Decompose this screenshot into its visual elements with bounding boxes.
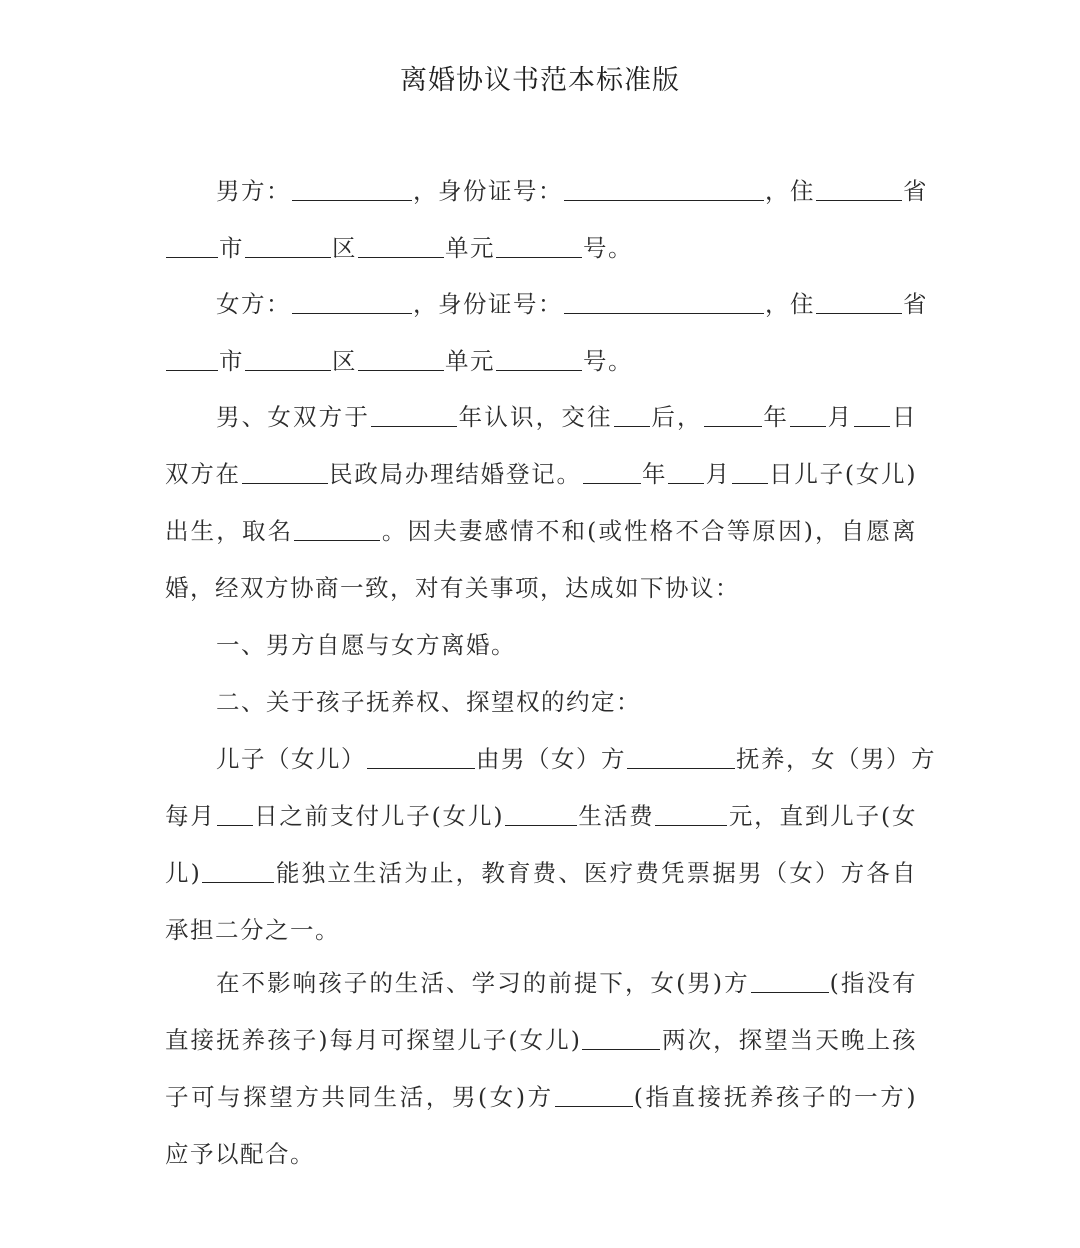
text: 儿子（女儿） — [216, 745, 366, 773]
visiting-parent-blank — [751, 970, 829, 993]
district-label: 区 — [332, 234, 357, 262]
civil-affairs-bureau-blank — [242, 461, 328, 484]
male-id-blank — [564, 178, 764, 201]
male-label: 男方： — [216, 177, 291, 205]
text: 日 — [891, 403, 918, 431]
text: 在不影响孩子的生活、学习的前提下，女(男)方 — [216, 969, 750, 997]
male-party-line-2 — [165, 220, 917, 277]
text: 月 — [827, 403, 854, 431]
district-label: 区 — [332, 347, 357, 375]
child-independence-blank — [202, 860, 274, 883]
male-party-paragraph — [165, 163, 928, 277]
text: 双方在 — [165, 460, 241, 488]
id-number-label: ，身份证号： — [413, 177, 563, 205]
background-line-1 — [165, 389, 917, 446]
text: 两次，探望当天晚上孩 — [661, 1026, 918, 1054]
text — [165, 617, 917, 674]
text: 每月 — [165, 802, 216, 830]
text: 子可与探望方共同生活，男(女)方 — [165, 1083, 554, 1111]
custody-line-3 — [165, 845, 917, 902]
female-district-blank — [245, 348, 331, 371]
clause-two-heading — [165, 674, 917, 731]
text: 后， — [650, 403, 703, 431]
city-label: 市 — [219, 234, 244, 262]
marriage-year-blank — [704, 404, 762, 427]
text: 二、关于孩子抚养权、探望权的约定： — [216, 688, 641, 716]
address-label: ，住 — [765, 177, 815, 205]
female-city-blank — [166, 348, 218, 371]
text: (指没有 — [829, 969, 918, 997]
background-line-4 — [165, 560, 917, 617]
number-label: 号。 — [583, 234, 633, 262]
text: 直接抚养孩子)每月可探望儿子(女儿) — [165, 1026, 582, 1054]
text: 元，直到儿子(女 — [728, 802, 917, 830]
visitation-paragraph — [165, 955, 917, 1183]
marriage-month-blank — [790, 404, 826, 427]
text: 能独立生活为止，教育费、医疗费凭票据男（女）方各自 — [275, 859, 918, 887]
child-birth-month-blank — [668, 461, 704, 484]
text: 出生，取名 — [165, 517, 294, 545]
custody-line-4 — [165, 902, 917, 959]
text: 日之前支付儿子(女儿) — [253, 802, 505, 830]
id-number-label: ，身份证号： — [413, 290, 563, 318]
background-line-3 — [165, 503, 917, 560]
male-province-blank — [816, 178, 902, 201]
child-custody-blank — [367, 746, 475, 769]
text: 。因夫妻感情不和(或性格不合等原因)，自愿离 — [381, 517, 918, 545]
male-number-blank — [496, 235, 582, 258]
province-label: 省 — [903, 290, 928, 318]
visitation-line-1 — [165, 955, 917, 1012]
city-label: 市 — [219, 347, 244, 375]
text: 生活费 — [578, 802, 655, 830]
text: 儿) — [165, 859, 202, 887]
text: 一、男方自愿与女方离婚。 — [216, 631, 516, 659]
visitation-line-2 — [165, 1012, 917, 1069]
number-label: 号。 — [583, 347, 633, 375]
custody-line-2 — [165, 788, 917, 845]
female-id-blank — [564, 291, 764, 314]
address-label: ，住 — [765, 290, 815, 318]
male-city-blank — [166, 235, 218, 258]
living-expense-blank — [655, 803, 727, 826]
custody-line-1 — [165, 731, 936, 788]
female-number-blank — [496, 348, 582, 371]
document-title: 离婚协议书范本标准版 — [400, 65, 680, 96]
text: 日儿子(女儿) — [768, 460, 918, 488]
text: 年 — [641, 460, 668, 488]
text: 年 — [762, 403, 790, 431]
custody-paragraph — [165, 731, 936, 959]
child-birth-year-blank — [583, 461, 641, 484]
custodial-parent-blank — [555, 1084, 633, 1107]
text: 应予以配合。 — [165, 1140, 315, 1168]
visited-child-blank — [582, 1027, 660, 1050]
text: (指直接抚养孩子的一方) — [633, 1083, 917, 1111]
unit-label: 单元 — [445, 347, 495, 375]
text: 年认识，交往 — [458, 403, 613, 431]
unit-label: 单元 — [445, 234, 495, 262]
custodian-blank — [627, 746, 735, 769]
dating-period-blank — [614, 404, 650, 427]
female-province-blank — [816, 291, 902, 314]
female-party-line-2 — [165, 333, 917, 390]
child-name-blank — [294, 518, 380, 541]
text: 抚养，女（男）方 — [736, 745, 936, 773]
province-label: 省 — [903, 177, 928, 205]
background-line-2 — [165, 446, 917, 503]
met-year-blank — [371, 404, 457, 427]
male-building-blank — [358, 235, 444, 258]
visitation-line-4 — [165, 1126, 917, 1183]
background-paragraph — [165, 389, 917, 617]
text: 由男（女）方 — [476, 745, 626, 773]
female-party-line-1 — [165, 276, 928, 333]
text — [165, 674, 917, 731]
female-party-paragraph — [165, 276, 928, 390]
marriage-day-blank — [854, 404, 890, 427]
child-birth-day-blank — [732, 461, 768, 484]
text: 民政局办理结婚登记。 — [328, 460, 582, 488]
female-building-blank — [358, 348, 444, 371]
male-district-blank — [245, 235, 331, 258]
text: 承担二分之一。 — [165, 916, 340, 944]
child-blank — [505, 803, 577, 826]
clause-one — [165, 617, 917, 674]
visitation-line-3 — [165, 1069, 917, 1126]
payment-day-blank — [217, 803, 253, 826]
text: 婚，经双方协商一致，对有关事项，达成如下协议： — [165, 574, 740, 602]
female-name-blank — [292, 291, 412, 314]
text: 男、女双方于 — [216, 403, 370, 431]
female-label: 女方： — [216, 290, 291, 318]
text: 月 — [705, 460, 731, 488]
male-party-line-1 — [165, 163, 928, 220]
male-name-blank — [292, 178, 412, 201]
